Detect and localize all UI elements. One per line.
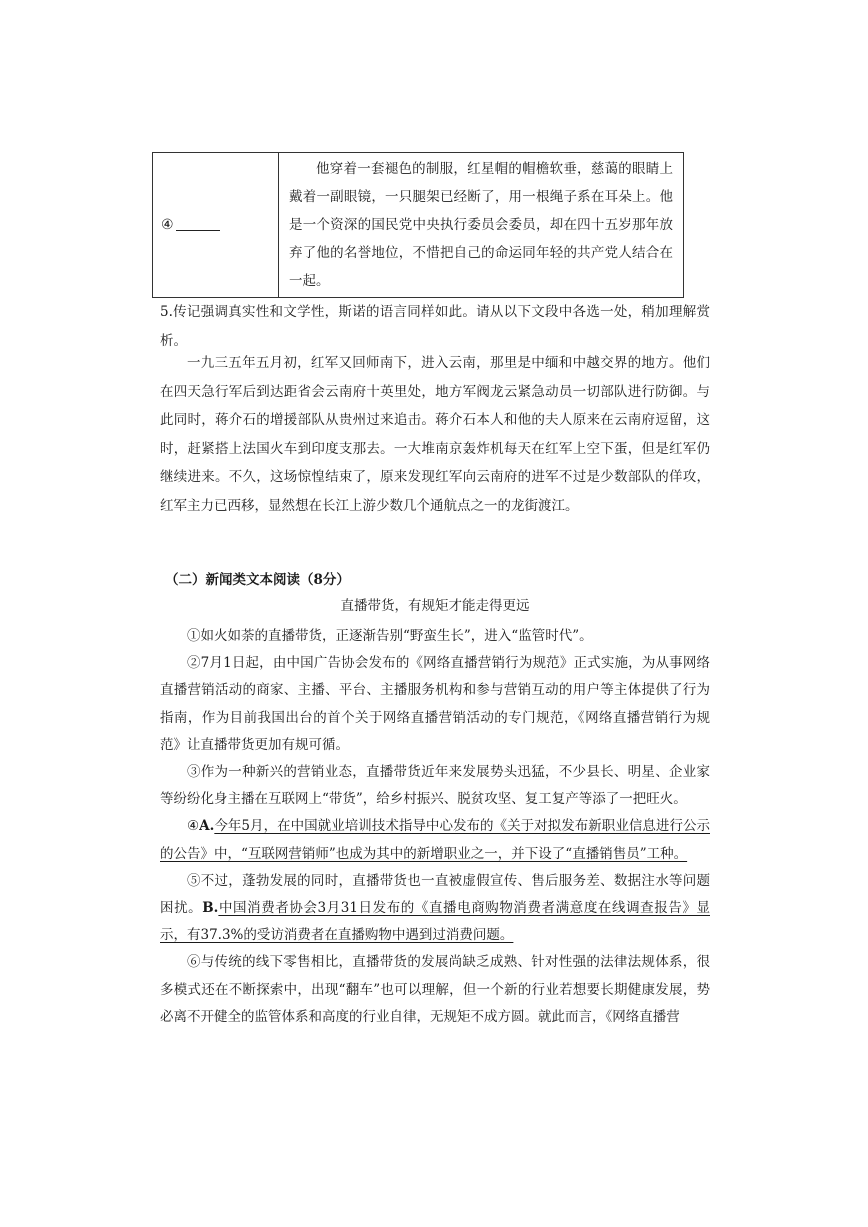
paragraph-5 [160,868,710,950]
item-number: ④ [161,217,174,233]
article-body [160,623,710,1031]
answer-blank[interactable] [176,220,220,231]
character-description: 他穿着一套褪色的制服，红星帽的帽檐软垂，慈蔼的眼睛上戴着一副眼镜，一只腿架已经断了，用一根绳子系在耳朵上。他是一个资深的国民党中央执行委员会委员，却在四十五岁那年放弃了他的名誉地位，不惜把自己的命运同年轻的共产党人结合在一起。 [279,153,684,298]
marker-b: B. [202,900,219,917]
table-row [153,153,684,298]
underlined-sentence-b: 中国消费者协会3月31日发布的《直播电商购物消费者满意度在线调查报告》显示，有37.3%的受访消费者在直播购物中遇到过消费问题。 [160,900,710,944]
paragraph-6: ⑥与传统的线下零售相比，直播带货的发展尚缺乏成熟、针对性强的法律法规体系，很多模式还在不断探索中，出现“翻车”也可以理解，但一个新的行业若想要长期健康发展，势必离不开健全的监管体系和高度的行业自律，无规矩不成方圆。就此而言，《网络直播营 [160,954,710,1025]
paragraph-4 [160,813,710,867]
paragraph-4-number: ④ [187,818,200,835]
paragraph-1: ①如火如荼的直播带货，正逐渐告别“野蛮生长”，进入“监管时代”。 [187,628,593,644]
answer-blank-cell [153,153,279,298]
underlined-sentence-a: 今年5月，在中国就业培训技术指导中心发布的《关于对拟发布新职业信息进行公示的公告》中，“互联网营销师”也成为其中的新增职业之一，并下设了“直播销售员”工种。 [160,818,710,862]
character-table [152,152,684,298]
excerpt-passage: 一九三五年五月初，红军又回师南下，进入云南，那里是中缅和中越交界的地方。他们在四天急行军后到达距省会云南府十英里处，地方军阀龙云紧急动员一切部队进行防御。与此同时，蒋介石的增援部队从贵州过来追击。蒋介石本人和他的夫人原来在云南府逗留，这时，赶紧搭上法国火车到印度支那去。一大堆南京轰炸机每天在红军上空下蛋，但是红军仍继续进来。不久，这场惊惶结束了，原来发现红军向云南府的进军不过是少数部队的佯攻，红军主力已西移，显然想在长江上游少数几个通航点之一的龙街渡江。 [160,355,710,514]
marker-a: A. [199,818,215,835]
paragraph-3: ③作为一种新兴的营销业态，直播带货近年来发展势头迅猛，不少县长、明星、企业家等纷纷化身主播在互联网上“带货”，给乡村振兴、脱贫攻坚、复工复产等添了一把旺火。 [160,764,710,808]
question-5: 5.传记强调真实性和文学性，斯诺的语言同样如此。请从以下文段中各选一处，稍加理解赏析。 [160,304,710,349]
paragraph-2: ②7月1日起，由中国广告协会发布的《网络直播营销行为规范》正式实施，为从事网络直播营销活动的商家、主播、平台、主播服务机构和参与营销互动的用户等主体提供了行为指南，作为目前我国出台的首个关于网络直播营销活动的专门规范，《网络直播营销行为规范》让直播带货更加有规可循。 [160,655,710,753]
article-title: 直播带货，有规矩才能走得更远 [340,598,530,614]
section-heading: （二）新闻类文本阅读（8分） [165,572,350,588]
paragraph-5-text: ⑤不过，蓬勃发展的同时，直播带货也一直被虚假宣传、售后服务差、数据注水等问题困扰。 [160,872,710,917]
